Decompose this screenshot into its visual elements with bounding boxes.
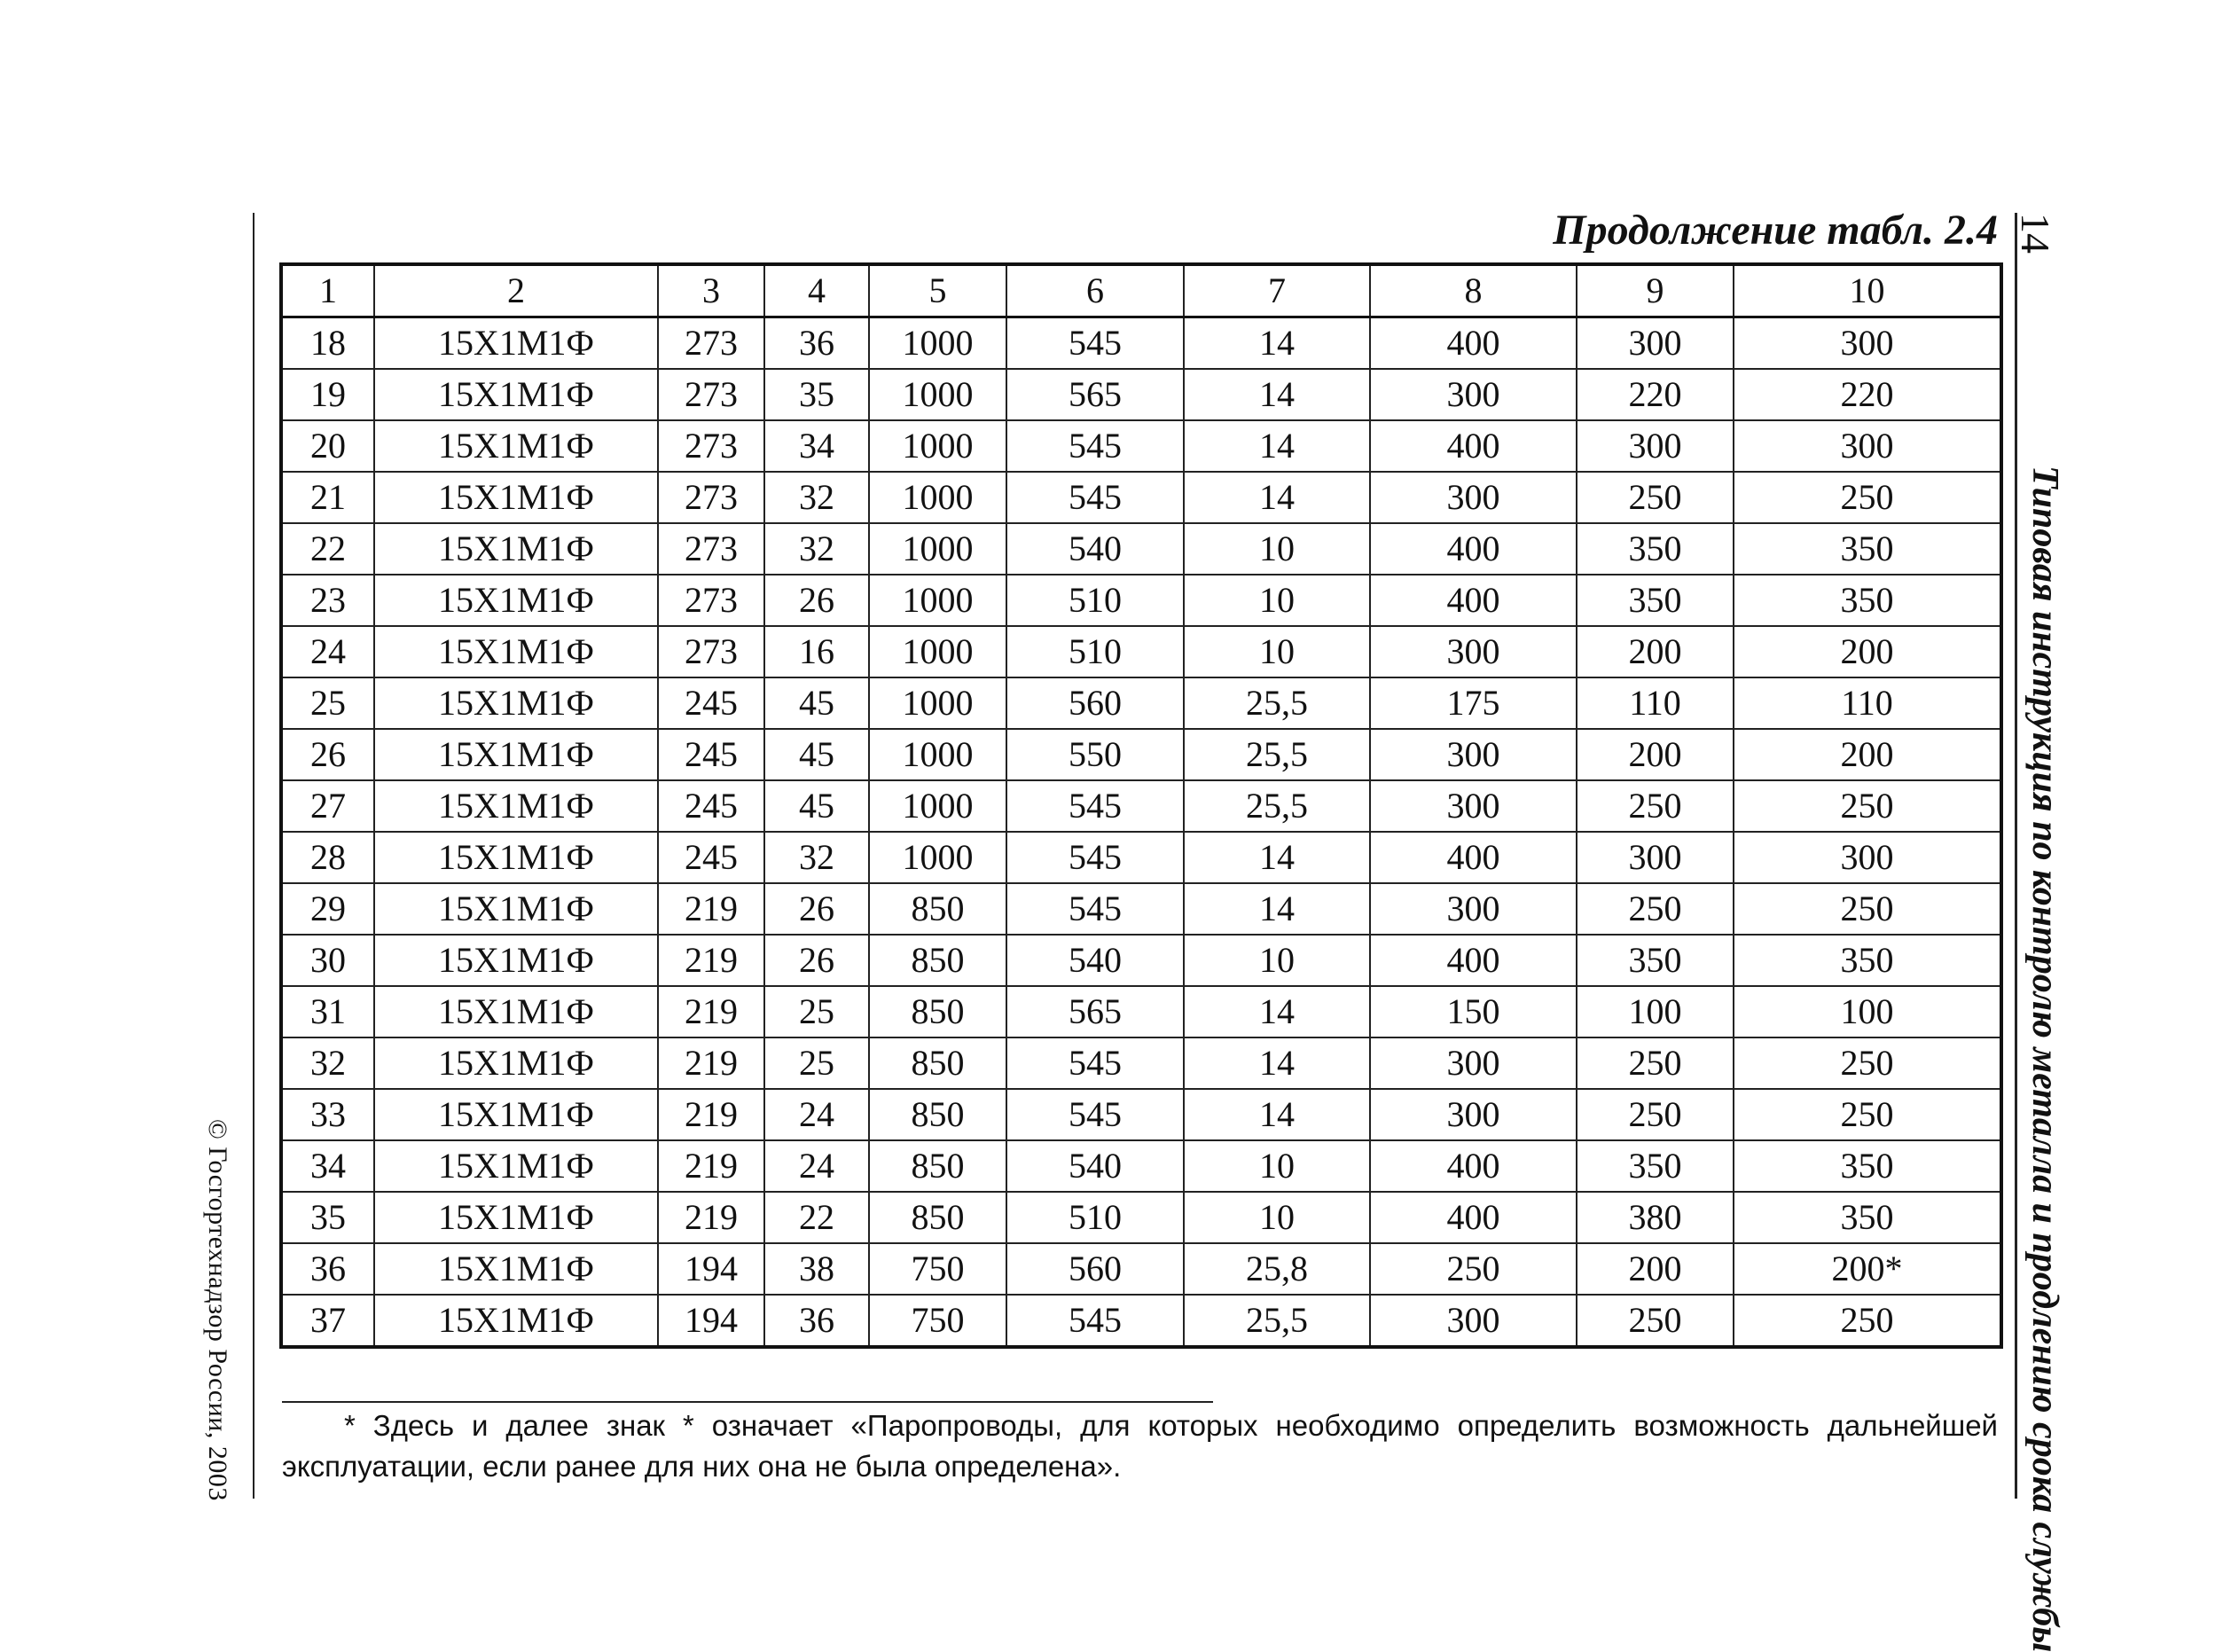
table-cell: 300: [1577, 420, 1734, 472]
table-cell: 545: [1006, 1037, 1184, 1089]
table-cell: 219: [658, 1089, 764, 1140]
table-row: [281, 1243, 2001, 1295]
table-cell: 14: [1184, 369, 1370, 420]
table-cell: 20: [281, 420, 374, 472]
column-header: 4: [764, 264, 869, 317]
column-header: 2: [374, 264, 658, 317]
table-row: [281, 832, 2001, 883]
table-cell: 565: [1006, 986, 1184, 1037]
table-continuation-title: Продолжение табл. 2.4: [1553, 207, 1998, 254]
table-cell: 540: [1006, 523, 1184, 575]
table-row: [281, 1192, 2001, 1243]
footnote-rule: [282, 1401, 1213, 1403]
table-cell: 200*: [1734, 1243, 2001, 1295]
table-row: [281, 626, 2001, 677]
table-cell: 250: [1577, 1037, 1734, 1089]
table-cell: 19: [281, 369, 374, 420]
table-cell: 545: [1006, 832, 1184, 883]
table-cell: 380: [1577, 1192, 1734, 1243]
table-cell: 350: [1577, 523, 1734, 575]
table-cell: 24: [764, 1089, 869, 1140]
table-row: [281, 317, 2001, 370]
table-cell: 34: [281, 1140, 374, 1192]
table-cell: 400: [1370, 523, 1577, 575]
table-cell: 250: [1734, 1295, 2001, 1347]
table-cell: 545: [1006, 780, 1184, 832]
table-cell: 350: [1734, 1192, 2001, 1243]
table-cell: 545: [1006, 472, 1184, 523]
table-cell: 100: [1734, 986, 2001, 1037]
table-cell: 14: [1184, 420, 1370, 472]
column-header: 10: [1734, 264, 2001, 317]
table-cell: 194: [658, 1243, 764, 1295]
table-cell: 14: [1184, 472, 1370, 523]
table-cell: 24: [281, 626, 374, 677]
table-cell: 38: [764, 1243, 869, 1295]
table-cell: 219: [658, 1140, 764, 1192]
table-cell: 220: [1577, 369, 1734, 420]
table-cell: 400: [1370, 832, 1577, 883]
table-cell: 10: [1184, 523, 1370, 575]
column-header: 6: [1006, 264, 1184, 317]
table-cell: 300: [1370, 883, 1577, 935]
table-cell: 15Х1М1Ф: [374, 1089, 658, 1140]
table-row: [281, 935, 2001, 986]
table-cell: 250: [1577, 472, 1734, 523]
table-cell: 1000: [869, 832, 1006, 883]
table-cell: 175: [1370, 677, 1577, 729]
table-cell: 273: [658, 369, 764, 420]
table-cell: 545: [1006, 420, 1184, 472]
table-cell: 15Х1М1Ф: [374, 1192, 658, 1243]
table-cell: 32: [281, 1037, 374, 1089]
table-cell: 273: [658, 626, 764, 677]
table-cell: 29: [281, 883, 374, 935]
table-cell: 545: [1006, 317, 1184, 370]
table-cell: 300: [1370, 729, 1577, 780]
table-cell: 45: [764, 677, 869, 729]
table-cell: 26: [764, 883, 869, 935]
table-cell: 273: [658, 523, 764, 575]
table-cell: 250: [1577, 883, 1734, 935]
table-cell: 36: [281, 1243, 374, 1295]
table-cell: 400: [1370, 317, 1577, 370]
table-cell: 300: [1370, 626, 1577, 677]
table-cell: 1000: [869, 729, 1006, 780]
table-cell: 545: [1006, 883, 1184, 935]
table-cell: 1000: [869, 369, 1006, 420]
table-cell: 850: [869, 883, 1006, 935]
table-cell: 14: [1184, 883, 1370, 935]
table-cell: 23: [281, 575, 374, 626]
table-cell: 14: [1184, 832, 1370, 883]
table-cell: 219: [658, 935, 764, 986]
table-cell: 15Х1М1Ф: [374, 1140, 658, 1192]
table-cell: 350: [1734, 935, 2001, 986]
table-cell: 16: [764, 626, 869, 677]
table-cell: 250: [1370, 1243, 1577, 1295]
table-cell: 25,8: [1184, 1243, 1370, 1295]
page-number: 14: [2013, 213, 2058, 254]
table-cell: 750: [869, 1295, 1006, 1347]
table-cell: 273: [658, 317, 764, 370]
table-cell: 25,5: [1184, 677, 1370, 729]
table-cell: 510: [1006, 575, 1184, 626]
table-cell: 15Х1М1Ф: [374, 472, 658, 523]
table-cell: 36: [764, 1295, 869, 1347]
table-cell: 300: [1734, 420, 2001, 472]
table-row: [281, 1140, 2001, 1192]
footnote: * Здесь и далее знак * означает «Паропроводы, для которых необходимо определить возможность дальнейшей эксплуатации, если ранее для них она не была определена».: [282, 1409, 1998, 1483]
table-cell: 15Х1М1Ф: [374, 369, 658, 420]
table-cell: 350: [1577, 575, 1734, 626]
table-cell: 300: [1370, 780, 1577, 832]
table-cell: 33: [281, 1089, 374, 1140]
table-cell: 15Х1М1Ф: [374, 935, 658, 986]
table-cell: 550: [1006, 729, 1184, 780]
table-cell: 34: [764, 420, 869, 472]
table-cell: 200: [1734, 729, 2001, 780]
table-row: [281, 523, 2001, 575]
table-cell: 15Х1М1Ф: [374, 575, 658, 626]
table-cell: 850: [869, 1037, 1006, 1089]
table-cell: 250: [1577, 1089, 1734, 1140]
table-cell: 110: [1577, 677, 1734, 729]
table-cell: 15Х1М1Ф: [374, 729, 658, 780]
table-row: [281, 472, 2001, 523]
table-cell: 15Х1М1Ф: [374, 883, 658, 935]
table-cell: 1000: [869, 677, 1006, 729]
table-row: [281, 369, 2001, 420]
table-cell: 273: [658, 472, 764, 523]
table-cell: 32: [764, 523, 869, 575]
table-cell: 30: [281, 935, 374, 986]
table-cell: 1000: [869, 780, 1006, 832]
table-cell: 15Х1М1Ф: [374, 677, 658, 729]
table-cell: 510: [1006, 1192, 1184, 1243]
table-cell: 1000: [869, 317, 1006, 370]
table-cell: 1000: [869, 523, 1006, 575]
copyright-notice: © Госгортехнадзор России, 2003: [203, 1119, 232, 1501]
table-cell: 273: [658, 420, 764, 472]
table-cell: 15Х1М1Ф: [374, 1037, 658, 1089]
left-margin-rule: [253, 213, 254, 1499]
table-row: [281, 1089, 2001, 1140]
table-row: [281, 780, 2001, 832]
table-row: [281, 677, 2001, 729]
table-cell: 400: [1370, 575, 1577, 626]
table-cell: 250: [1734, 883, 2001, 935]
table-cell: 300: [1370, 369, 1577, 420]
table-cell: 400: [1370, 1140, 1577, 1192]
table-cell: 15Х1М1Ф: [374, 780, 658, 832]
table-cell: 250: [1734, 1037, 2001, 1089]
table-cell: 250: [1734, 780, 2001, 832]
table-cell: 14: [1184, 986, 1370, 1037]
table-cell: 25,5: [1184, 780, 1370, 832]
table-cell: 300: [1734, 317, 2001, 370]
table-cell: 10: [1184, 626, 1370, 677]
table-cell: 15Х1М1Ф: [374, 420, 658, 472]
table-cell: 300: [1370, 1089, 1577, 1140]
table-cell: 250: [1734, 1089, 2001, 1140]
table-row: [281, 1037, 2001, 1089]
table-cell: 560: [1006, 677, 1184, 729]
table-cell: 300: [1577, 317, 1734, 370]
column-header: 8: [1370, 264, 1577, 317]
table-cell: 15Х1М1Ф: [374, 832, 658, 883]
table-cell: 25: [281, 677, 374, 729]
table-cell: 350: [1577, 1140, 1734, 1192]
table-cell: 22: [764, 1192, 869, 1243]
table-cell: 200: [1734, 626, 2001, 677]
table-cell: 1000: [869, 472, 1006, 523]
table-cell: 350: [1734, 523, 2001, 575]
table-cell: 36: [764, 317, 869, 370]
table-cell: 850: [869, 1140, 1006, 1192]
table-cell: 300: [1370, 472, 1577, 523]
table-cell: 25: [764, 986, 869, 1037]
table-cell: 350: [1734, 575, 2001, 626]
column-header: 5: [869, 264, 1006, 317]
table-cell: 350: [1734, 1140, 2001, 1192]
table-cell: 219: [658, 1037, 764, 1089]
column-header: 7: [1184, 264, 1370, 317]
table-cell: 300: [1734, 832, 2001, 883]
table-cell: 219: [658, 1192, 764, 1243]
table-row: [281, 420, 2001, 472]
table-cell: 560: [1006, 1243, 1184, 1295]
table-cell: 26: [764, 935, 869, 986]
table-cell: 850: [869, 986, 1006, 1037]
table-cell: 300: [1370, 1295, 1577, 1347]
table-cell: 18: [281, 317, 374, 370]
table-cell: 27: [281, 780, 374, 832]
table-cell: 45: [764, 780, 869, 832]
table-cell: 850: [869, 1192, 1006, 1243]
table-cell: 219: [658, 883, 764, 935]
table-row: [281, 729, 2001, 780]
table-cell: 10: [1184, 935, 1370, 986]
table-cell: 110: [1734, 677, 2001, 729]
table-cell: 31: [281, 986, 374, 1037]
table-cell: 545: [1006, 1089, 1184, 1140]
table-cell: 220: [1734, 369, 2001, 420]
table-cell: 850: [869, 1089, 1006, 1140]
table-cell: 1000: [869, 420, 1006, 472]
table-cell: 245: [658, 729, 764, 780]
table-cell: 245: [658, 832, 764, 883]
table-cell: 273: [658, 575, 764, 626]
table-cell: 250: [1734, 472, 2001, 523]
table-cell: 200: [1577, 1243, 1734, 1295]
table-cell: 850: [869, 935, 1006, 986]
column-header: 3: [658, 264, 764, 317]
table-cell: 300: [1370, 1037, 1577, 1089]
right-margin-rule: [2015, 213, 2017, 1499]
table-cell: 15Х1М1Ф: [374, 986, 658, 1037]
table-cell: 194: [658, 1295, 764, 1347]
table-cell: 37: [281, 1295, 374, 1347]
table-cell: 45: [764, 729, 869, 780]
table-cell: 35: [764, 369, 869, 420]
column-header: 9: [1577, 264, 1734, 317]
table-cell: 400: [1370, 935, 1577, 986]
table-header-row: [281, 264, 2001, 317]
table-cell: 28: [281, 832, 374, 883]
table-cell: 32: [764, 832, 869, 883]
table-cell: 15Х1М1Ф: [374, 626, 658, 677]
table-cell: 245: [658, 677, 764, 729]
table-row: [281, 575, 2001, 626]
table-cell: 25: [764, 1037, 869, 1089]
table-cell: 750: [869, 1243, 1006, 1295]
table-cell: 565: [1006, 369, 1184, 420]
data-table: [279, 262, 2003, 1349]
table-cell: 200: [1577, 626, 1734, 677]
table-cell: 35: [281, 1192, 374, 1243]
table-cell: 545: [1006, 1295, 1184, 1347]
running-title: Типовая инструкция по контролю металла и продлению срока службы: [2024, 466, 2065, 1652]
table-cell: 250: [1577, 780, 1734, 832]
table-cell: 510: [1006, 626, 1184, 677]
table-cell: 350: [1577, 935, 1734, 986]
table-cell: 300: [1577, 832, 1734, 883]
table-cell: 1000: [869, 626, 1006, 677]
table-cell: 1000: [869, 575, 1006, 626]
table-cell: 150: [1370, 986, 1577, 1037]
table-cell: 32: [764, 472, 869, 523]
table-cell: 14: [1184, 1089, 1370, 1140]
table-cell: 540: [1006, 1140, 1184, 1192]
table-cell: 14: [1184, 1037, 1370, 1089]
table-cell: 24: [764, 1140, 869, 1192]
table-cell: 10: [1184, 1140, 1370, 1192]
table-cell: 25,5: [1184, 1295, 1370, 1347]
table-cell: 22: [281, 523, 374, 575]
table-cell: 400: [1370, 420, 1577, 472]
table-cell: 26: [281, 729, 374, 780]
table-cell: 400: [1370, 1192, 1577, 1243]
table-cell: 10: [1184, 575, 1370, 626]
table-cell: 14: [1184, 317, 1370, 370]
table-cell: 250: [1577, 1295, 1734, 1347]
table-cell: 100: [1577, 986, 1734, 1037]
table-cell: 200: [1577, 729, 1734, 780]
table-row: [281, 986, 2001, 1037]
table-cell: 15Х1М1Ф: [374, 1295, 658, 1347]
table-cell: 15Х1М1Ф: [374, 523, 658, 575]
table-row: [281, 883, 2001, 935]
table-cell: 25,5: [1184, 729, 1370, 780]
column-header: 1: [281, 264, 374, 317]
table-cell: 26: [764, 575, 869, 626]
table-cell: 10: [1184, 1192, 1370, 1243]
table-cell: 15Х1М1Ф: [374, 317, 658, 370]
table-cell: 540: [1006, 935, 1184, 986]
table-cell: 245: [658, 780, 764, 832]
table-cell: 15Х1М1Ф: [374, 1243, 658, 1295]
table-cell: 21: [281, 472, 374, 523]
table-row: [281, 1295, 2001, 1347]
table-cell: 219: [658, 986, 764, 1037]
